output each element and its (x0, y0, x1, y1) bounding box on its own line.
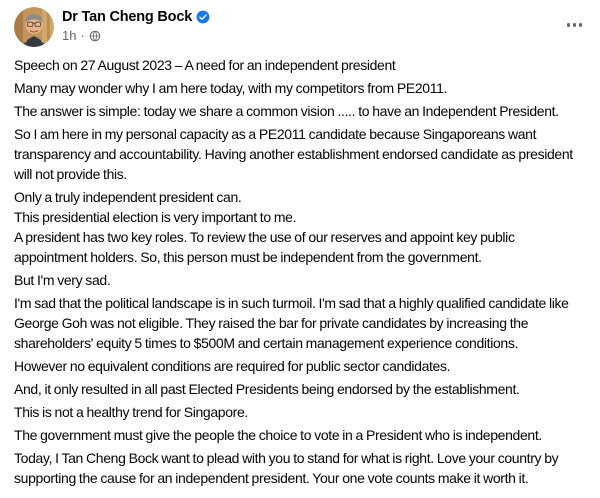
post-header-info (62, 7, 210, 43)
post-paragraph: Only a truly independent president can. This presidential election is very important to me. A president has two key roles. To review the use of our reserves and appoint key public appointment holders. So, this person must be independent from the government. (14, 189, 515, 265)
avatar-photo (14, 7, 54, 47)
author-name-row (62, 9, 210, 25)
post-paragraph: This is not a healthy trend for Singapore. (14, 404, 248, 420)
post-paragraph: Many may wonder why I am here today, with my competitors from PE2011. (14, 80, 448, 96)
post-paragraph: Today, I Tan Cheng Bock want to plead with you to stand for what is right. Love your country by supporting the cause for an independent president. Your one vote counts make it worth it. (14, 450, 559, 486)
more-options-button[interactable] (563, 15, 587, 35)
avatar[interactable] (14, 7, 54, 47)
post-text (0, 47, 600, 498)
post-meta-row (62, 28, 210, 43)
globe-icon (89, 30, 101, 42)
author-name-link[interactable]: Dr Tan Cheng Bock (62, 9, 193, 25)
verified-badge-icon (196, 10, 210, 24)
timestamp-link[interactable]: 1h (62, 28, 77, 43)
meta-separator: · (80, 28, 85, 43)
post-paragraph: However no equivalent conditions are required for public sector candidates. (14, 358, 451, 374)
post-paragraph: I'm sad that the political landscape is in such turmoil. I'm sad that a highly qualified candidate like George Goh was not eligible. They raised the bar for private candidates by increasing the shareholders' equity 5 times to $500M and certain management experience conditions. (14, 295, 569, 351)
post-paragraph: The government must give the people the choice to vote in a President who is independent. (14, 427, 542, 443)
post-paragraph: So I am here in my personal capacity as a PE2011 candidate because Singaporeans want transparency and accountability. Having another establishment endorsed candidate as president will not provide this. (14, 126, 573, 182)
post-paragraph: And, it only resulted in all past Elected Presidents being endorsed by the establishment. (14, 381, 520, 397)
ellipsis-dot (579, 23, 583, 27)
post-paragraph: But I'm very sad. (14, 272, 111, 288)
ellipsis-dot (567, 23, 571, 27)
post-paragraph: Speech on 27 August 2023 – A need for an independent president (14, 57, 396, 73)
post-paragraph: The answer is simple: today we share a common vision ..... to have an Independent President. (14, 103, 559, 119)
ellipsis-dot (573, 23, 577, 27)
post-header (0, 0, 600, 47)
